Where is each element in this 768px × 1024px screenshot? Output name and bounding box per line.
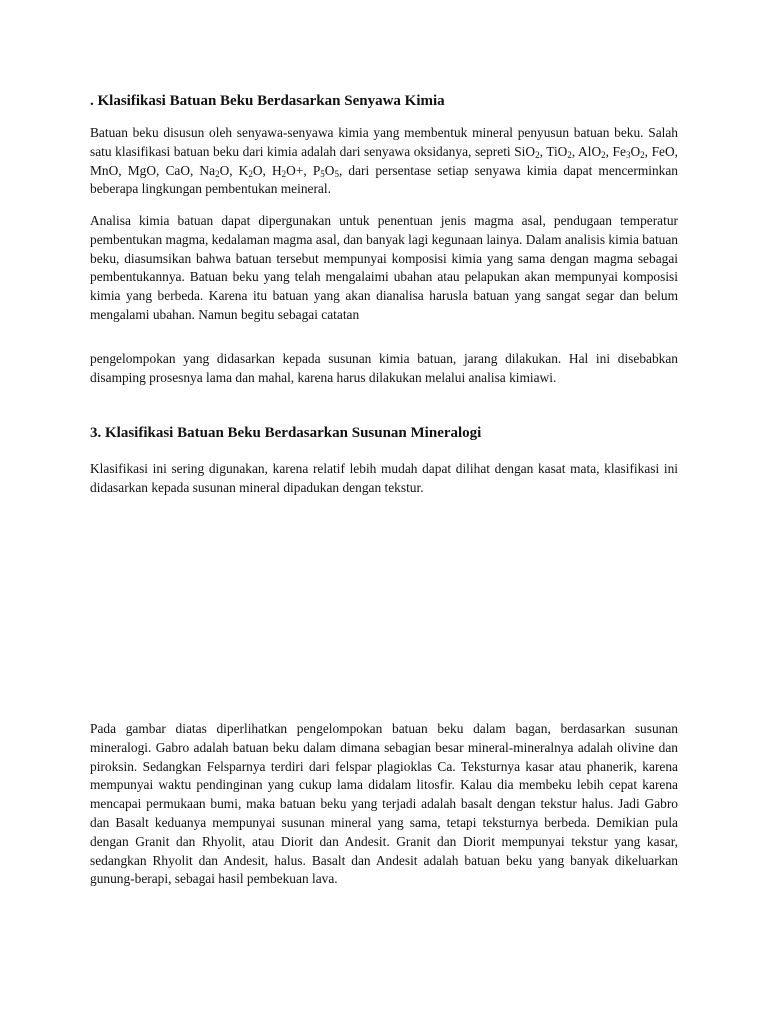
oxides-tail-text: , dari persentase setiap senyawa kimia dapat mencerminkan beberapa lingkungan pembentukan meineral. [90, 162, 678, 197]
oxide-text: O, H [252, 162, 282, 178]
heading-mineralogy-classification: 3. Klasifikasi Batuan Beku Berdasarkan Susunan Mineralogi [90, 425, 482, 441]
subscript: 5 [334, 168, 339, 179]
paragraph-mineralogy-explanation: Pada gambar diatas diperlihatkan pengelompokan batuan beku dalam bagan, berdasarkan susunan mineralogi. Gabro adalah batuan beku dalam dimana sebagian besar mineral-mineralnya adalah olivine dan piroksin. Sedangkan Felsparnya terdiri dari felspar plagioklas Ca. Teksturnya kasar atau phanerik, karena mempunyai waktu pendinginan yang cukup lama didalam litosfir. Kalau dia membeku lebih cepat karena mencapai permukaan bumi, maka batuan beku yang terjadi adalah basalt dengan tekstur halus. Jadi Gabro dan Basalt keduanya mempunyai susunan mineral yang sama, tetapi teksturnya berbeda. Demikian pula dengan Granit dan Rhyolit, atau Diorit dan Andesit. Granit dan Diorit mempunyai tekstur yang kasar, sedangkan Rhyolit dan Andesit, halus. Basalt dan Andesit adalah batuan beku yang banyak dikeluarkan gunung-berapi, sebagai hasil pembekuan lava. [90, 721, 678, 887]
oxides-intro-text: Batuan beku disusun oleh senyawa-senyawa kimia yang membentuk mineral penyusun batuan beku. Salah satu klasifikasi batuan beku dari kimia adalah dari senyawa oksidanya, sepreti SiO [90, 125, 678, 159]
oxide-text: TiO [546, 143, 568, 159]
oxide-text: O [630, 143, 641, 159]
subscript: 5 [320, 168, 325, 179]
subscript: 2 [601, 149, 606, 160]
subscript: 2 [281, 168, 287, 179]
subscript: 2 [640, 149, 645, 160]
oxide-text: O [324, 162, 335, 178]
heading-chemical-classification: . Klasifikasi Batuan Beku Berdasarkan Senyawa Kimia [90, 93, 445, 109]
subscript: 2 [215, 168, 220, 179]
subscript: 3 [625, 149, 631, 160]
oxide-text: AlO [578, 143, 602, 159]
oxide-text: O, K [219, 162, 249, 178]
oxide-text: Fe [612, 143, 626, 159]
subscript: 2 [567, 149, 572, 160]
paragraph-mineralogy-intro: Klasifikasi ini sering digunakan, karena relatif lebih mudah dapat dilihat dengan kasat mata, klasifikasi ini didasarkan kepada susunan mineral dipadukan dengan tekstur. [90, 461, 678, 495]
paragraph-chemical-oxides: Batuan beku disusun oleh senyawa-senyawa kimia yang membentuk mineral penyusun batuan beku. Salah satu klasifikasi batuan beku dari kimia adalah dari senyawa oksidanya, sepreti SiO$_2$, TiO$_2$, AlO$_2$, $Fe_3O_2$, FeO, MnO, MgO, CaO, $Na_2O$, $K_2O$, $H_2O+$, $P_5O_5$, dari persentase setiap senyawa kimia dapat mencerminkan beberapa lingkungan pembentukan meineral. [90, 125, 678, 197]
subscript: 2 [535, 149, 540, 160]
oxide-text: O+, P [286, 162, 321, 178]
subscript: 2 [248, 168, 253, 179]
figure-placeholder [90, 500, 678, 700]
paragraph-chemical-grouping: pengelompokan yang didasarkan kepada susunan kimia batuan, jarang dilakukan. Hal ini disebabkan disamping prosesnya lama dan mahal, karena harus dilakukan melalui analisa kimiawi. [90, 351, 678, 385]
paragraph-chemical-analysis: Analisa kimia batuan dapat dipergunakan untuk penentuan jenis magma asal, pendugaan temperatur pembentukan magma, kedalaman magma asal, dan banyak lagi kegunaan lainya. Dalam analisis kimia batuan beku, diasumsikan bahwa batuan tersebut mempunyai komposisi kimia yang sama dengan magma sebagai pembentukannya. Batuan beku yang telah mengalaimi ubahan atau pelapukan akan mempunyai komposisi kimia yang berbeda. Karena itu batuan yang akan dianalisa harusla batuan yang sangat segar dan belum mengalami ubahan. Namun begitu sebagai catatan [90, 213, 678, 322]
oxide-text: FeO, MnO, MgO, CaO, Na [90, 143, 678, 178]
